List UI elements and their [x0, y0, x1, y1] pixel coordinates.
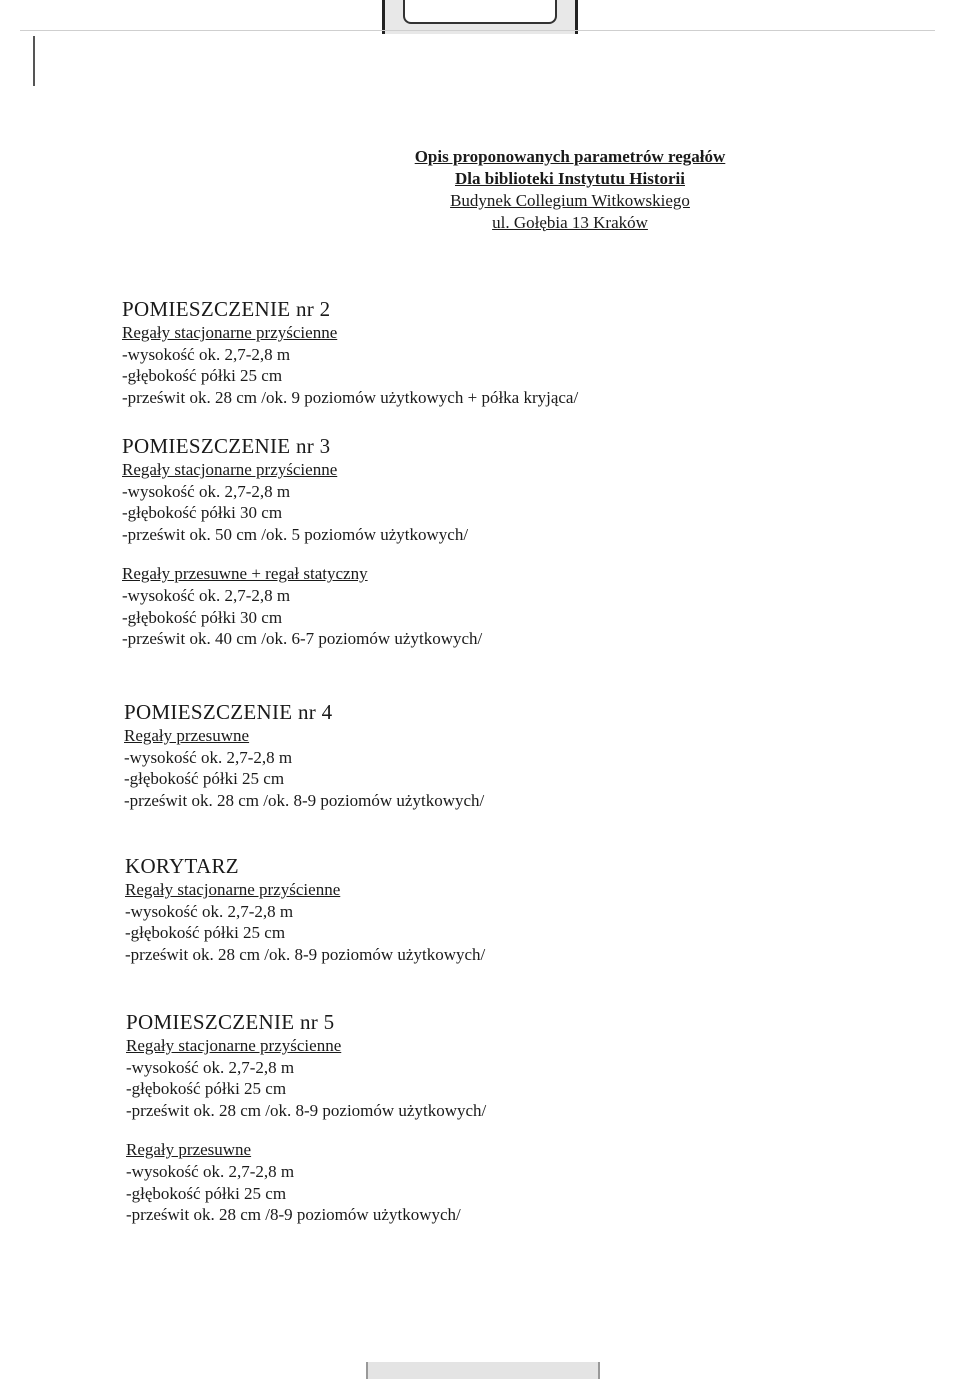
- spec-line: -głębokość półki 25 cm: [126, 1183, 287, 1203]
- spec-line: -prześwit ok. 28 cm /8-9 poziomów użytkowych/: [126, 1205, 461, 1225]
- spec-line: -wysokość ok. 2,7-2,8 m: [126, 1057, 295, 1077]
- scanner-top-strip: [382, 0, 578, 34]
- section-title: POMIESZCZENIE nr 5: [126, 1010, 335, 1034]
- heading-line-2: Dla biblioteki Instytutu Historii: [454, 169, 685, 188]
- margin-mark: [33, 36, 35, 86]
- section-room-2: [122, 296, 578, 408]
- spacer: [126, 1121, 486, 1139]
- group-subtitle: Regały przesuwne + regał statyczny: [122, 564, 368, 584]
- spec-line: -prześwit ok. 28 cm /ok. 8-9 poziomów użytkowych/: [124, 790, 485, 810]
- spec-line: -głębokość półki 25 cm: [124, 769, 285, 789]
- section-title: POMIESZCZENIE nr 2: [122, 297, 331, 321]
- section-title: POMIESZCZENIE nr 3: [122, 434, 331, 458]
- spec-line: -prześwit ok. 50 cm /ok. 5 poziomów użytkowych/: [122, 524, 469, 544]
- spec-line: -głębokość półki 30 cm: [122, 503, 283, 523]
- section-room-5: [126, 1009, 486, 1226]
- group-subtitle: Regały przesuwne: [124, 726, 250, 745]
- document-heading: [250, 146, 890, 234]
- spec-line: -wysokość ok. 2,7-2,8 m: [126, 1161, 295, 1181]
- group-subtitle: Regały stacjonarne przyścienne: [122, 323, 338, 342]
- group-subtitle: Regały stacjonarne przyścienne: [122, 460, 338, 479]
- section-title: POMIESZCZENIE nr 4: [124, 700, 333, 724]
- spec-line: -wysokość ok. 2,7-2,8 m: [122, 481, 291, 501]
- spec-line: -głębokość półki 25 cm: [125, 923, 286, 943]
- spec-line: -głębokość półki 25 cm: [126, 1079, 287, 1099]
- spec-line: -prześwit ok. 28 cm /ok. 9 poziomów użytkowych + półka kryjąca/: [122, 387, 579, 407]
- heading-line-1: Opis proponowanych parametrów regałów: [414, 147, 726, 166]
- group-subtitle: Regały stacjonarne przyścienne: [125, 880, 341, 899]
- spacer: [122, 545, 482, 563]
- spec-line: -wysokość ok. 2,7-2,8 m: [122, 585, 291, 605]
- group-subtitle: Regały przesuwne: [126, 1140, 252, 1160]
- spec-line: -prześwit ok. 40 cm /ok. 6-7 poziomów użytkowych/: [122, 629, 483, 649]
- spec-line: -wysokość ok. 2,7-2,8 m: [122, 344, 291, 364]
- spec-line: -wysokość ok. 2,7-2,8 m: [124, 747, 293, 767]
- section-corridor: [125, 853, 485, 965]
- spec-line: -wysokość ok. 2,7-2,8 m: [125, 901, 294, 921]
- scanner-clip: [403, 0, 557, 24]
- section-room-4: [124, 699, 484, 811]
- spec-line: -prześwit ok. 28 cm /ok. 8-9 poziomów użytkowych/: [125, 944, 486, 964]
- heading-line-3: Budynek Collegium Witkowskiego: [450, 191, 690, 210]
- spec-line: -głębokość półki 25 cm: [122, 366, 283, 386]
- section-room-3: [122, 433, 482, 650]
- spec-line: -prześwit ok. 28 cm /ok. 8-9 poziomów użytkowych/: [126, 1100, 487, 1120]
- section-title: KORYTARZ: [125, 854, 239, 878]
- scanner-bottom-strip: [366, 1362, 600, 1379]
- spec-line: -głębokość półki 30 cm: [122, 607, 283, 627]
- heading-line-4: ul. Gołębia 13 Kraków: [492, 213, 648, 232]
- group-subtitle: Regały stacjonarne przyścienne: [126, 1036, 342, 1055]
